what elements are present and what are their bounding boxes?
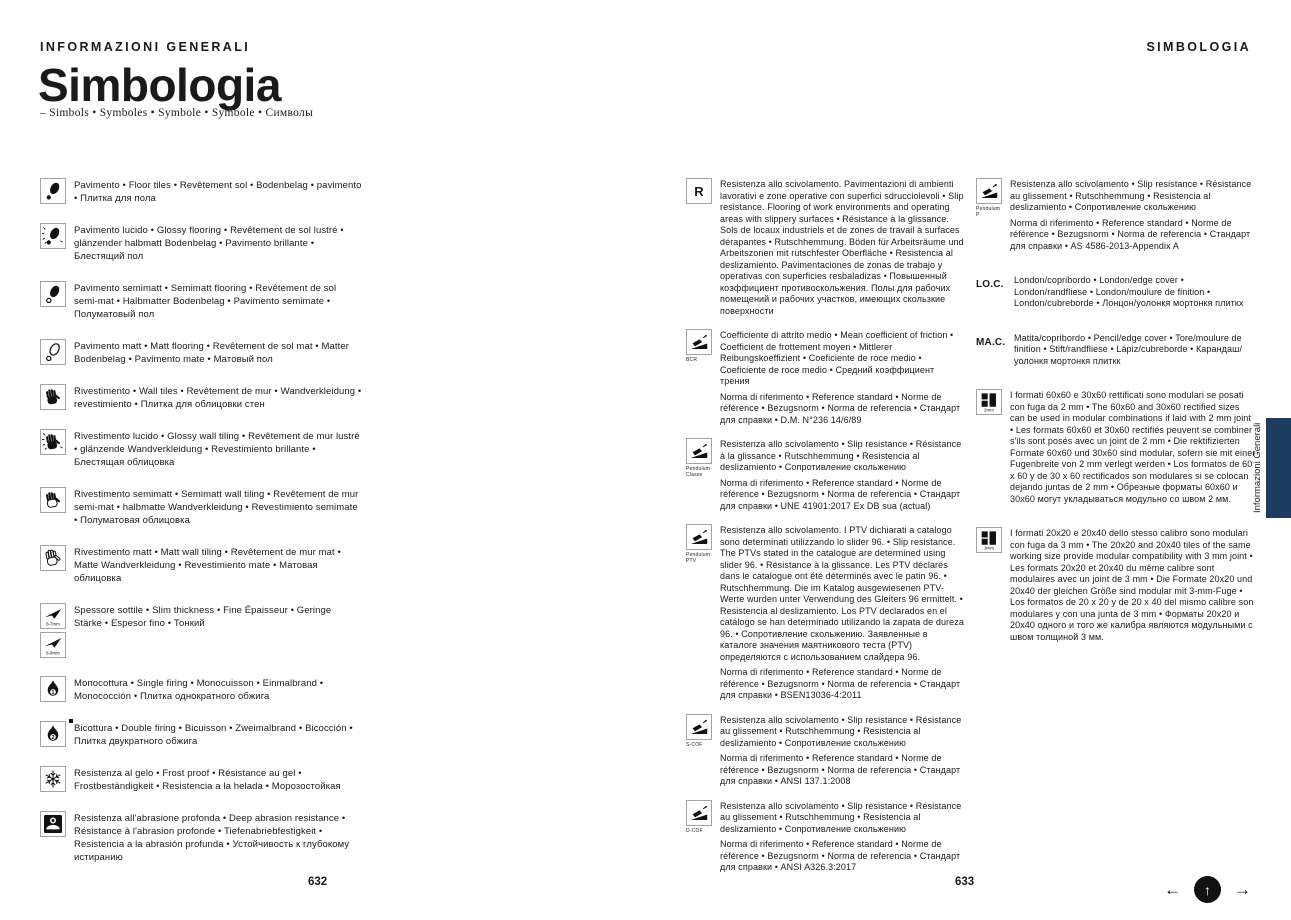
symbol-description [1010,389,1256,505]
symbol-description-text: Resistenza al gelo • Frost proof • Résistance au gel • Frostbeständigkeit • Resistencia a la helada • Морозостойкая [74,768,341,792]
symbol-entry [40,676,362,703]
d-cof-icon [686,800,712,826]
symbol-description-text: Resistenza all'abrasione profonda • Deep abrasion resistance • Résistance à l'abrasion profonde • Tiefenabriebfestigkeit • Resistencia a la abrasión profunda • Устойчивость к глубокому истиранию [74,813,350,863]
matt-wall-tiling-icon [40,545,66,571]
svg-text:2: 2 [51,735,55,742]
symbol-description-text: Rivestimento • Wall tiles • Revêtement de mur • Wandverkleidung • revestimiento • Плитка для облицовки стен [74,386,362,410]
symbol-description [720,438,964,512]
symbol-entry [976,389,1256,505]
symbol-description-text: Resistenza allo scivolamento • Slip resistance • Résistance au glissement • Rutschhemmung • Resistencia al deslizamiento • Сопротивление скольжению [720,800,962,834]
symbol-entry [40,281,362,321]
symbol-entry [40,429,362,469]
prev-page-arrow-icon[interactable]: ← [1164,880,1181,899]
symbol-description-text: Coefficiente di attrito medio • Mean coefficient of friction • Coefficient de frottement moyen • Mittlerer Reibungskoeffizient • Coeficiente de roce medio • Coeficiente de roce medio • Средний коэффициент трения [720,330,954,386]
next-page-arrow-icon[interactable]: → [1234,880,1251,899]
d-cof-icon-caption: D-COF [686,827,703,834]
symbol-description-text: Spessore sottile • Slim thickness • Fine Épaisseur • Geringe Stärke • Espesor fino • Тонкий [74,605,332,629]
floor-tiles-icon [40,178,66,204]
symbol-description [74,384,362,411]
symbol-description-text: Monocottura • Single firing • Monocuisson • Einmalbrand • Monococción • Плитка однократного обжига [74,678,324,702]
slim-thickness-icon-cell [40,603,68,658]
single-firing-icon-cell [40,676,68,703]
reference-standard-text: Norma di riferimento • Reference standard • Norme de référence • Bezugsnorm • Norma de referencia • Стандарт для справки • UNE 41901:2017 Ex DB sua (actual) [720,477,961,511]
symbol-entry [686,714,964,788]
symbol-entry [976,527,1256,643]
symbol-description-text: Pavimento semimatt • Semimatt flooring • Revêtement de sol semi-mat • Halbmatter Bodenbelag • Pavimento semimate • Полуматовый пол [74,283,337,320]
bcr-icon-caption: BCR [686,357,698,363]
symbol-description-text: Resistenza allo scivolamento • Slip resistance • Résistance au glissement • Rutschhemmung • Resistencia al deslizamiento • Сопротивление скольжению [720,714,962,748]
symbol-description-text: Resistenza allo scivolamento • Slip resistance • Résistance au glissement • Rutschhemmung • Resistencia al deslizamiento • Сопротивление скольжению [1010,179,1252,212]
up-arrow-icon: ↑ [1204,881,1211,898]
glossy-wall-tiling-icon [40,429,66,455]
bcr-icon [686,329,712,355]
symbol-description [74,339,362,366]
symbol-description [720,800,964,874]
symbol-description-text: I formati 60x60 e 30x60 rettificati sono modulari se posati con fuga da 2 mm • The 60x60 and 30x60 rectified sizes can be used in modular combinations if laid with 2 mm joint • Les formats 60x60 et 30x60 rectifiés peuvent se combiner s'ils sont posés avec un joint de 2 mm • Die rektifizierten Formate 60x60 und 30x60 sind modular, sofern sie mit einer Fugenbreite von 2 mm verlegt werden • Los formatos de 60 x 60 y de 30 x 60 rectificados son modulares si se colocan dejando juntas de 2 mm • Обрезные форматы 60x60 и 30x60 могут укладываться модульно со швом 2 мм. [1010,390,1256,504]
slip-resistance-r-icon-cell [686,178,714,317]
deep-abrasion-icon [40,811,66,837]
symbol-description [74,545,362,585]
pendulum-ptv-icon [686,524,712,550]
single-firing-icon [40,676,66,702]
symbol-description [74,281,362,321]
d-cof-icon-cell [686,800,714,874]
symbol-description [74,811,362,864]
s-cof-icon-caption: S-COF [686,741,703,748]
symbol-description [74,487,362,527]
symbol-entry [40,178,362,205]
symbol-entry [40,339,362,366]
modular-3mm-icon [976,527,1002,553]
bcr-icon-cell [686,329,714,426]
symbol-entry [40,545,362,585]
symbol-description [74,223,362,263]
semimatt-wall-tiling-icon [40,487,66,513]
symbol-description [720,524,964,702]
symbol-description [74,766,362,793]
pendulum-ptv-icon-cell [686,524,714,702]
reference-standard-text: Norma di riferimento • Reference standard • Norme de référence • Bezugsnorm • Norma de referencia • Стандарт для справки • AS 4586-2013-Appendix A [1010,217,1251,251]
frost-proof-icon [40,766,66,792]
symbol-entry [976,332,1256,368]
symbol-description-text: Rivestimento matt • Matt wall tiling • Revêtement de mur mat • Matte Wandverkleidung • Revestimiento mate • Матовая облицовка [74,547,341,584]
scroll-top-button[interactable] [1194,876,1221,903]
symbol-column-right [976,178,1256,665]
reference-standard-text: Norma di riferimento • Reference standard • Norme de référence • Bezugsnorm • Norma de referencia • Стандарт для справки • D.M. N°236 14/6/89 [720,391,961,425]
matt-wall-tiling-icon-cell [40,545,68,585]
symbol-column-left [40,178,362,882]
modular-3mm-icon-cell [976,527,1004,643]
symbol-description-text: Resistenza allo scivolamento • Slip resistance • Résistance à la glissance • Rutschhemmung • Resistencia al deslizamiento • Сопротивление скольжению [720,439,962,472]
s-cof-icon [686,714,712,740]
reference-standard-text: Norma di riferimento • Reference standard • Norme de référence • Bezugsnorm • Norma de referencia • Стандарт для справки • ANSI A326.3:2017 [720,839,961,872]
svg-text:3mm: 3mm [984,545,994,551]
symbol-description [74,603,362,658]
symbol-entry [686,178,964,317]
symbol-description [720,178,964,317]
svg-text:8-9mm: 8-9mm [46,650,60,656]
running-head: SIMBOLOGIA [1146,40,1251,54]
section-tab[interactable] [1266,418,1291,518]
s-cof-icon-cell [686,714,714,788]
symbol-entry [40,487,362,527]
symbol-description [74,178,362,205]
symbol-description-text: Pavimento • Floor tiles • Revêtement sol • Bodenbelag • pavimento • Плитка для пола [74,180,362,204]
matt-flooring-icon-cell [40,339,68,366]
symbol-entry [40,721,362,748]
lo-c-label: LO.C. [976,279,1004,290]
modular-2mm-icon-cell [976,389,1004,505]
symbol-description-text: Resistenza allo scivolamento. I PTV dichiarati a catalogo sono determinati utilizzando lo slider 96. • Slip resistance. The PTVs stated in the catalogue are determined using slider 96. • Résistance à la glissance. Les PTV déclarés dans le catalogue ont été déterminés avec le patin 96. • Rutschhemmung. Die im Katalog ausgewiesenen PTV-Werte wurden unter Verwendung des Gleiters 96 ermittelt. • Resistencia al deslizamiento. Los PTV declarados en el catálogo se han determinado utilizando la zapata de dureza 96. • Сопротивление скольжению. Заявленные в каталоге значения маятникового теста (PTV) определяются с использованием слайдера 96. [720,525,964,662]
symbol-entry [40,766,362,793]
slim-thickness-icon [40,603,66,629]
lo-c-label-cell [976,274,1008,310]
svg-text:1: 1 [51,690,55,697]
pendulum-ptv-icon-caption: Pendulum PTV [686,552,711,564]
glossy-flooring-icon [40,223,66,249]
symbol-description [74,721,362,748]
symbol-description [1014,332,1256,368]
symbol-description-text: Pavimento matt • Matt flooring • Revêtement de sol mat • Matter Bodenbelag • Pavimento mate • Матовый пол [74,341,349,365]
ma-c-label-cell [976,332,1008,368]
page-number-left: 632 [308,876,328,888]
page-title: Simbologia [38,59,281,111]
reference-standard-text: Norma di riferimento • Reference standard • Norme de référence • Bezugsnorm • Norma de referencia • Стандарт для справки • ANSI 137.1:2008 [720,753,961,786]
symbol-description [1014,274,1256,310]
symbol-description-text: Bicottura • Double firing • Bicuisson • Zweimalbrand • Bicocción • Плитка двукратного обжига [74,723,353,747]
semimatt-flooring-icon-cell [40,281,68,321]
pendulum-classe-icon-caption: Pendulum Classe [686,466,711,478]
pendulum-p-icon-cell [976,178,1004,252]
svg-text:2mm: 2mm [984,407,994,413]
deep-abrasion-icon-cell [40,811,68,864]
slip-resistance-r-icon: R [686,178,712,204]
semimatt-flooring-icon [40,281,66,307]
wall-tiles-icon-cell [40,384,68,411]
symbol-description-text: Matita/copribordo • Pencil/edge cover • Tore/moulure de finition • Stift/randfliese • Lápiz/cubreborde • Карандаш/уолонкя мортонкя плиткк [1014,332,1243,366]
symbol-description [1010,178,1256,252]
reference-standard-text: Norma di riferimento • Reference standard • Norme de référence • Bezugsnorm • Norma de referencia • Стандарт для справки • BSEN13036-4:2011 [720,667,961,700]
glossy-wall-tiling-icon-cell [40,429,68,469]
symbol-description-text: Rivestimento semimatt • Semimatt wall tiling • Revêtement de mur semi-mat • halbmatte Wandverkleidung • Revestimiento semimate • Полуматовая облицовка [74,489,359,526]
section-eyebrow: INFORMAZIONI GENERALI [40,40,251,54]
symbol-entry [40,603,362,658]
symbol-entry [976,178,1256,252]
symbol-description-text: London/copribordo • London/edge cover • London/randfliese • London/moulure de finition • London/cubreborde • Лонцон/уолонкя мортонкя плиткх [1014,275,1244,308]
symbol-column-middle [686,178,964,886]
pendulum-p-icon [976,178,1002,204]
svg-text:6-7mm: 6-7mm [46,621,60,627]
symbol-description [1010,527,1256,643]
symbol-entry [40,811,362,864]
symbol-description [74,429,362,469]
symbol-entry [40,384,362,411]
symbol-entry [686,800,964,874]
semimatt-wall-tiling-icon-cell [40,487,68,527]
slim-thickness-icon [40,632,66,658]
bicottura-marker-icon [69,719,73,723]
frost-proof-icon-cell [40,766,68,793]
symbol-description-text: I formati 20x20 e 20x40 dello stesso calibro sono modulari con fuga da 3 mm • The 20x20 and 20x40 tiles of the same working size provide modular compatibility with 3 mm joint • Les formats 20x20 et 20x40 du même calibre sont modulaires avec un joint de 3 mm • Die Formate 20x20 und 20x40 der gleichen Größe sind modular mit 3-mm-Fuge • Los formatos de 20 x 20 y de 20 x 40 del mismo calibre son modulares y con una junta de 3 mm • Форматы 20x20 и 20x40 одного и того же калибра являются модульными с швом толщиной 3 мм. [1010,528,1254,642]
ma-c-label: MA.C. [976,336,1006,348]
symbol-entry [686,438,964,512]
symbol-description [720,714,964,788]
wall-tiles-icon [40,384,66,410]
double-firing-icon-cell [40,721,68,748]
page-navigation [1164,876,1251,903]
symbol-description-text: Resistenza allo scivolamento. Pavimentazioni di ambienti lavorativi e zone operative con superfici sdrucciolevoli • Slip resistance. Flooring of work environments and operating areas with slippery surfaces • Résistance à la glissance. Sols de locaux industriels et de zones de travail à surfaces dérapantes • Rutschhemmung. Böden für Arbeitsräume und Arbeitszonen mit rutschfester Oberfläche • Resistencia al deslizamiento. Pavimentaciones de zonas de trabajo y operativas con superficies resbaladizas • Повышенный коэффициент противоскольжения. Полы для рабочих помещений и рабочих участков, имеющих скользкие поверхности [720,179,964,316]
symbol-entry [686,524,964,702]
double-firing-icon [40,721,66,747]
floor-tiles-icon-cell [40,178,68,205]
page-number-right: 633 [955,876,975,888]
symbol-description-text: Rivestimento lucido • Glossy wall tiling • Revêtement de mur lustré • glänzende Wandverkleidung • Revestimiento brillante • Блестящая облицовка [74,431,360,468]
matt-flooring-icon [40,339,66,365]
symbol-entry [40,223,362,263]
modular-2mm-icon [976,389,1002,415]
symbol-entry [976,274,1256,310]
glossy-flooring-icon-cell [40,223,68,263]
symbol-description-text: Pavimento lucido • Glossy flooring • Revêtement de sol lustré • glänzender halbmatt Bodenbelag • Pavimento brillante • Блестящий пол [74,225,344,262]
symbol-description [720,329,964,426]
symbol-entry [686,329,964,426]
pendulum-classe-icon [686,438,712,464]
pendulum-classe-icon-cell [686,438,714,512]
page-subtitle: – Simbols • Symboles • Symbole • Symbole • Символы [40,107,314,119]
pendulum-p-icon-caption: Pendulum P [976,206,1001,218]
sidebar-section-label: Informazioni Generali [1252,422,1263,514]
symbol-description [74,676,362,703]
